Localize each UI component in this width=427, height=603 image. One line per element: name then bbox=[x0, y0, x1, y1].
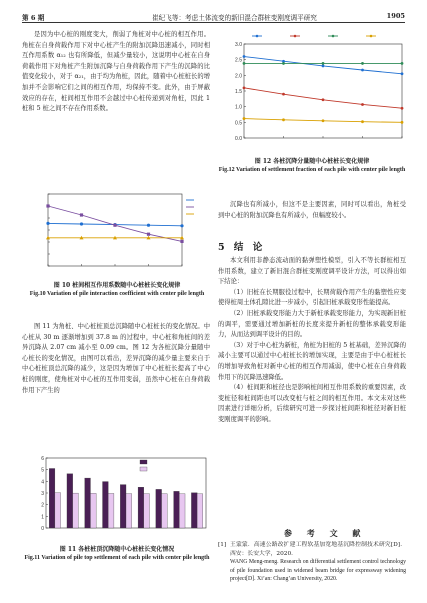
plot-frame bbox=[244, 44, 402, 138]
bar bbox=[73, 493, 79, 528]
right-column-conclusions bbox=[218, 256, 406, 426]
fig12-caption bbox=[214, 158, 410, 174]
fig12-caption-zh: 图 12 各桩沉降分量随中心桩桩长变化规律 bbox=[254, 158, 370, 165]
bar bbox=[144, 494, 150, 528]
data-point bbox=[46, 222, 49, 225]
paragraph: 本文利用非静态流动面的黏弹塑性模型，引入不等长群桩相互作用系数，建立了新旧混合群桩变刚度调平设计方法，可以得出如下结论： bbox=[218, 257, 406, 286]
conclusion-item-2: （2）旧桩承载变形能力大于新桩承载变形能力，为实现新旧桩的调平，需要通过增加新桩的长度来提升新桩的整体承载变形能力，从而达到调平设计的目的。 bbox=[218, 309, 406, 339]
y-tick-label: 2.5 bbox=[235, 57, 242, 64]
plot-frame bbox=[48, 194, 182, 266]
fig12-caption-en: Fig.12 Variation of settlement fraction of each pile with center pile length bbox=[218, 167, 406, 174]
bar bbox=[179, 494, 185, 528]
data-point bbox=[322, 119, 325, 122]
legend-swatch bbox=[140, 467, 147, 471]
y-tick-label: 1.5 bbox=[235, 89, 242, 95]
data-point bbox=[243, 117, 246, 120]
bar bbox=[103, 482, 109, 528]
bar bbox=[108, 493, 114, 528]
data-point bbox=[180, 240, 183, 243]
y-tick-label: 0.0 bbox=[235, 136, 242, 142]
reference-item bbox=[218, 541, 406, 584]
fig11-caption-en: Fig.11 Variation of pile top settlement of each pile with center pile length bbox=[24, 555, 210, 562]
data-point bbox=[46, 204, 49, 207]
reference-zh: 王蒙蒙．高速公路改扩建工程软基加宽地基沉降控制技术研究[D]．西安：长安大学，2020． bbox=[230, 542, 406, 557]
y-tick-label: 0 bbox=[41, 526, 44, 532]
bar bbox=[156, 489, 162, 528]
fig10-caption bbox=[18, 282, 216, 298]
left-column-bottom bbox=[22, 322, 210, 396]
y-tick-label: 2 bbox=[41, 502, 44, 509]
y-tick-label: 3 bbox=[41, 491, 44, 497]
running-title: 崔纪飞等：考虑土体流变的新旧混合群桩变刚度调平研究 bbox=[152, 14, 317, 22]
y-tick-label: 6 bbox=[41, 456, 44, 462]
conclusion-item-1: （1）旧桩在长期服役过程中，长期荷载作用产生的黏塑性应变使得桩周土体孔隙比进一步减小，引起旧桩承载变形性能提高。 bbox=[218, 288, 406, 307]
bar bbox=[55, 493, 61, 528]
data-point bbox=[282, 93, 285, 96]
paragraph: 是因为中心桩的刚度变大，削弱了角桩对中心桩的相互作用。角桩在自身荷载作用下对中心桩产生的附加沉降迅速减小，同时相互作用系数 α₁₂ 也有所降低，但减少量较小，这说明中心桩在自身荷载作用下对角桩产生附加沉降与自身荷载作用下产生的沉降的比值变化较小，对于 α₂₁，由于均为角桩，因此，随着中心桩桩长的增加并不会影响它们之间的相互作用，均保持不变。此外，由于屏蔽效应的存在，桩间相互作用不会越过中心桩传递到对角桩，因此 1 桩和 5 桩之间不存在作用系数。 bbox=[22, 31, 210, 113]
paragraph: 图 11 为角桩、中心桩桩顶总沉降随中心桩桩长的变化情况。中心桩从 30 m 逐渐增加到 37.8 m 的过程中，中心桩和角桩间的差异沉降从 2.07 cm 减小至 0.09 cm。图 12 为各桩沉降分量随中心桩长的变化情况，由图可以看出，差异沉降的减少量主要来自于中心桩桩顶总沉降的减少，这是因为增加了中心桩桩长提高了中心桩的刚度，使角桩对中心桩的互作用变弱，虽然中心桩在自身荷载作用下产生的 bbox=[22, 323, 210, 394]
bar bbox=[174, 491, 180, 528]
section-title: 5 结 论 bbox=[218, 242, 266, 253]
data-point bbox=[361, 103, 364, 106]
fig11-caption-zh: 图 11 各桩桩顶沉降随中心桩桩长变化情况 bbox=[59, 546, 175, 553]
data-point bbox=[401, 72, 404, 75]
data-point bbox=[282, 62, 285, 65]
issue-number: 第 6 期 bbox=[22, 14, 45, 22]
data-point bbox=[322, 62, 325, 65]
data-point bbox=[243, 55, 246, 58]
bar bbox=[138, 487, 144, 528]
fig11-caption bbox=[18, 546, 216, 562]
bar bbox=[197, 494, 203, 528]
data-point bbox=[361, 120, 364, 123]
data-point bbox=[147, 233, 150, 236]
y-tick-label: 4 bbox=[41, 479, 44, 486]
data-point bbox=[282, 118, 285, 121]
data-point bbox=[322, 98, 325, 101]
reference-en: WANG Meng-meng. Research on differential settlement control technology of pile foundation used in widened beam bridge for expressway widening project[D]. Xi’an: Chang’an University, 2020. bbox=[230, 559, 407, 583]
fig10-caption-en: Fig.10 Variation of pile interaction coefficient with center pile length bbox=[29, 291, 205, 298]
data-point bbox=[180, 224, 183, 227]
series-line bbox=[244, 88, 402, 108]
data-point bbox=[80, 222, 83, 225]
fig12-line-chart bbox=[218, 28, 406, 156]
bar bbox=[162, 494, 168, 528]
data-point bbox=[147, 224, 150, 227]
data-point bbox=[243, 86, 246, 89]
data-point bbox=[80, 213, 83, 216]
reference-tag: [1] bbox=[218, 542, 227, 548]
running-header bbox=[22, 10, 405, 23]
data-point bbox=[401, 107, 404, 110]
data-point bbox=[401, 121, 404, 124]
y-tick-label: 1 bbox=[41, 514, 44, 521]
legend-marker bbox=[294, 35, 297, 38]
y-tick-label: 1.0 bbox=[235, 104, 242, 111]
bar bbox=[126, 494, 132, 528]
page-number: 1905 bbox=[386, 12, 405, 20]
data-point bbox=[322, 65, 325, 68]
data-point bbox=[361, 69, 364, 72]
bar bbox=[120, 485, 126, 528]
references-heading: 参 考 文 献 bbox=[284, 528, 367, 538]
paragraph: 沉降也有所减小，但这不是主要因素，同时可以看出，角桩受到中心桩的附加沉降也有所减小，但幅度较小。 bbox=[218, 201, 406, 219]
conclusion-item-4: （4）桩间距和桩径也是影响桩间相互作用系数的重要因素，改变桩径和桩间距也可以改变桩与桩之间的相互作用。本文未对这些因素进行详细分析，后续研究可进一步探讨桩间距和桩径对新旧桩变刚度调平的影响。 bbox=[218, 384, 406, 423]
fig10-line-chart bbox=[22, 188, 212, 280]
data-point bbox=[401, 62, 404, 65]
data-point bbox=[243, 62, 246, 65]
y-tick-label: 2.0 bbox=[235, 73, 242, 80]
bar bbox=[191, 493, 197, 528]
y-tick-label: 3.0 bbox=[235, 42, 242, 48]
fig11-bar-chart bbox=[22, 450, 212, 545]
y-tick-label: 5 bbox=[41, 467, 44, 474]
legend-marker bbox=[332, 35, 335, 38]
bar bbox=[49, 469, 55, 529]
y-tick-label: 0.5 bbox=[235, 120, 242, 127]
data-point bbox=[361, 62, 364, 65]
legend-swatch bbox=[140, 460, 147, 464]
left-column-top bbox=[22, 30, 210, 115]
bar bbox=[85, 478, 91, 528]
conclusion-item-3: （3）对于中心桩为新桩，角桩为旧桩的 5 桩基础，差异沉降的减小主要可以通过中心桩桩长的增加实现，主要是由于中心桩桩长的增加导致角桩对新中心桩的相互作用减弱，使中心桩在自身荷载作用下的沉降迅速降低。 bbox=[218, 341, 406, 381]
legend-marker bbox=[370, 35, 373, 38]
legend-marker bbox=[256, 35, 259, 38]
fig10-caption-zh: 图 10 桩间相互作用系数随中心桩桩长变化规律 bbox=[53, 282, 181, 289]
right-column-top bbox=[218, 200, 406, 221]
bar bbox=[67, 474, 73, 528]
bar bbox=[90, 493, 96, 528]
data-point bbox=[113, 224, 116, 227]
